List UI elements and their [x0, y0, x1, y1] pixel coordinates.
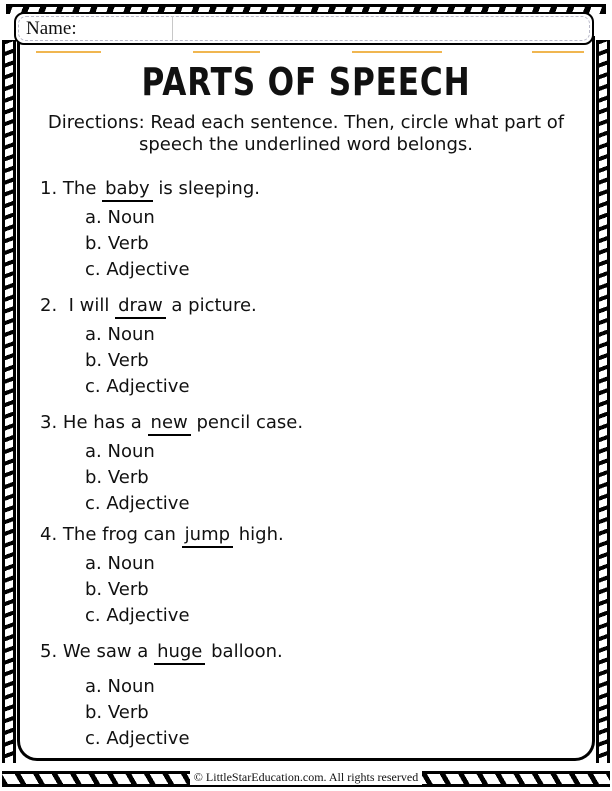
question-4	[40, 524, 284, 548]
underlined-word: draw	[115, 295, 166, 319]
name-field-divider	[172, 16, 173, 41]
decorative-border-right	[596, 40, 610, 763]
option-c[interactable]: c. Adjective	[85, 376, 190, 397]
option-b[interactable]: b. Verb	[85, 579, 149, 600]
accent-line	[36, 51, 101, 53]
question-text-before: The	[57, 178, 103, 199]
underlined-word: new	[148, 412, 191, 436]
copyright-text: © LittleStarEducation.com. All rights reserved	[190, 770, 422, 785]
question-3	[40, 412, 303, 436]
option-b[interactable]: b. Verb	[85, 233, 149, 254]
underlined-word: jump	[182, 524, 233, 548]
accent-line	[352, 51, 442, 53]
question-text-after: a picture.	[165, 295, 257, 316]
question-number: 3.	[40, 412, 58, 433]
question-number: 2.	[40, 295, 58, 316]
accent-line	[193, 51, 260, 53]
question-number: 4.	[40, 524, 58, 545]
question-number: 5.	[40, 641, 58, 662]
option-a[interactable]: a. Noun	[85, 553, 155, 574]
question-text-after: high.	[233, 524, 284, 545]
option-c[interactable]: c. Adjective	[85, 728, 190, 749]
option-a[interactable]: a. Noun	[85, 324, 155, 345]
question-2	[40, 295, 257, 319]
underlined-word: baby	[102, 178, 153, 202]
question-number: 1.	[40, 178, 58, 199]
question-text-before: He has a	[57, 412, 148, 433]
option-a[interactable]: a. Noun	[85, 676, 155, 697]
option-a[interactable]: a. Noun	[85, 207, 155, 228]
name-field-dashed-outline	[18, 16, 590, 41]
name-field[interactable]	[14, 12, 594, 45]
option-b[interactable]: b. Verb	[85, 702, 149, 723]
question-text-after: is sleeping.	[152, 178, 260, 199]
question-1	[40, 178, 260, 202]
option-b[interactable]: b. Verb	[85, 467, 149, 488]
option-c[interactable]: c. Adjective	[85, 605, 190, 626]
footer	[0, 768, 612, 787]
question-5	[40, 641, 283, 665]
question-text-before: I will	[57, 295, 116, 316]
accent-line	[532, 51, 584, 53]
page-title: PARTS OF SPEECH	[141, 60, 471, 104]
option-b[interactable]: b. Verb	[85, 350, 149, 371]
underlined-word: huge	[154, 641, 205, 665]
option-c[interactable]: c. Adjective	[85, 259, 190, 280]
decorative-border-left	[2, 40, 16, 763]
name-label: Name:	[26, 18, 77, 39]
option-a[interactable]: a. Noun	[85, 441, 155, 462]
option-c[interactable]: c. Adjective	[85, 493, 190, 514]
question-text-after: balloon.	[205, 641, 283, 662]
question-text-before: The frog can	[57, 524, 182, 545]
question-text-after: pencil case.	[190, 412, 304, 433]
question-text-before: We saw a	[57, 641, 155, 662]
directions-text: Directions: Read each sentence. Then, circle what part of speech the underlined word belongs.	[47, 112, 565, 155]
